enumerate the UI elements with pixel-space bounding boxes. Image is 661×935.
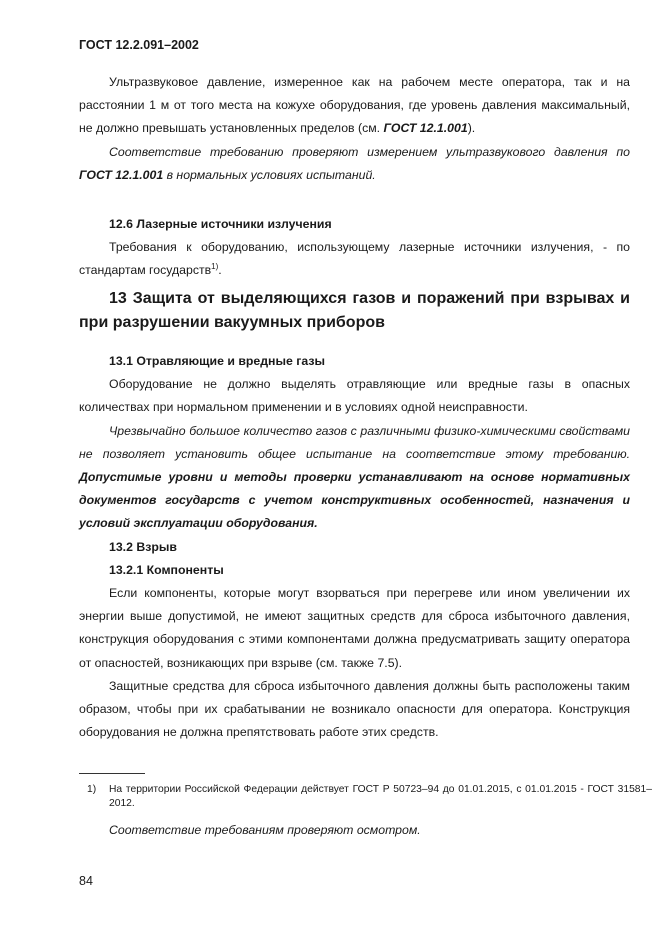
section-13-heading: 13 Защита от выделяющихся газов и поражений при взрывах и при разрушении вакуумных приборов xyxy=(79,290,630,331)
components-paragraph-2: Защитные средства для сброса избыточного давления должны быть расположены таким образом, чтобы при их срабатывании не возникало опасности для оператора. Конструкция оборудования не должна препятствовать работе этих средств. xyxy=(79,678,630,740)
check-text: Соответствие требованию проверяют измерением ультразвукового давления по xyxy=(109,144,630,159)
components-heading: 13.2.1 Компоненты xyxy=(109,562,224,577)
ultrasound-text: Ультразвуковое давление, измеренное как на рабочем месте оператора, так и на расстоянии 1 м от того места на кожухе оборудования, где уровень давления максимальный, не должно превышать установленных пределов (см. xyxy=(79,75,630,136)
explosion-heading: 13.2 Взрыв xyxy=(109,539,177,554)
gases-paragraph: Оборудование не должно выделять отравляющие или вредные газы в опасных количествах при нормальном применении и в условиях одной неисправности. xyxy=(79,377,630,415)
ultrasound-text-end: ). xyxy=(467,121,476,136)
laser-section xyxy=(79,213,630,283)
gases-test-italic: Чрезвычайно большое количество газов с различными физико-химическими свойствами не позволяет установить общее испытание на соответствие этому требованию. xyxy=(79,423,630,461)
footnote-text: На территории Российской Федерации действует ГОСТ Р 50723–94 до 01.01.2015, с 01.01.2015 - ГОСТ 31581–2012. xyxy=(109,784,652,809)
document-code-header: ГОСТ 12.2.091–2002 xyxy=(79,38,199,52)
inspection-note xyxy=(79,819,630,842)
footnote-mark: 1) xyxy=(87,784,97,795)
inspection-text: Соответствие требованиям проверяют осмотром. xyxy=(109,823,421,837)
laser-paragraph xyxy=(79,236,630,282)
footnote-reference: 1) xyxy=(211,262,219,272)
ultrasound-paragraph xyxy=(79,71,630,141)
footnote-divider xyxy=(79,773,145,774)
ultrasound-check-paragraph xyxy=(79,141,630,187)
footnote xyxy=(87,783,652,811)
components-paragraph-1: Если компоненты, которые могут взорваться при перегреве или ином увеличении их энергии выше допустимой, не имеют защитных средств для сброса избыточного давления, конструкция оборудования с этими компонентами должна предусматривать защиту оператора от опасностей, возникающих при взрыве (см. также 7.5). xyxy=(79,586,630,670)
gases-section xyxy=(79,350,630,744)
check-text-end: в нормальных условиях испытаний. xyxy=(163,167,376,182)
standard-reference: ГОСТ 12.1.001 xyxy=(383,121,468,136)
page-number: 84 xyxy=(79,874,93,888)
laser-text: Требования к оборудованию, использующему лазерные источники излучения, - по стандартам государств xyxy=(79,240,630,278)
laser-heading: 12.6 Лазерные источники излучения xyxy=(109,217,332,231)
gases-test-bold: Допустимые уровни и методы проверки устанавливают на основе нормативных документов государств с учетом конструктивных особенностей, назначения и условий эксплуатации оборудования. xyxy=(79,470,630,531)
inspection-section xyxy=(79,819,630,842)
standard-reference: ГОСТ 12.1.001 xyxy=(79,167,164,182)
ultrasound-section xyxy=(79,71,630,187)
gases-heading: 13.1 Отравляющие и вредные газы xyxy=(109,354,325,368)
laser-text-end: . xyxy=(218,263,222,278)
gases-test-paragraph xyxy=(79,420,630,536)
